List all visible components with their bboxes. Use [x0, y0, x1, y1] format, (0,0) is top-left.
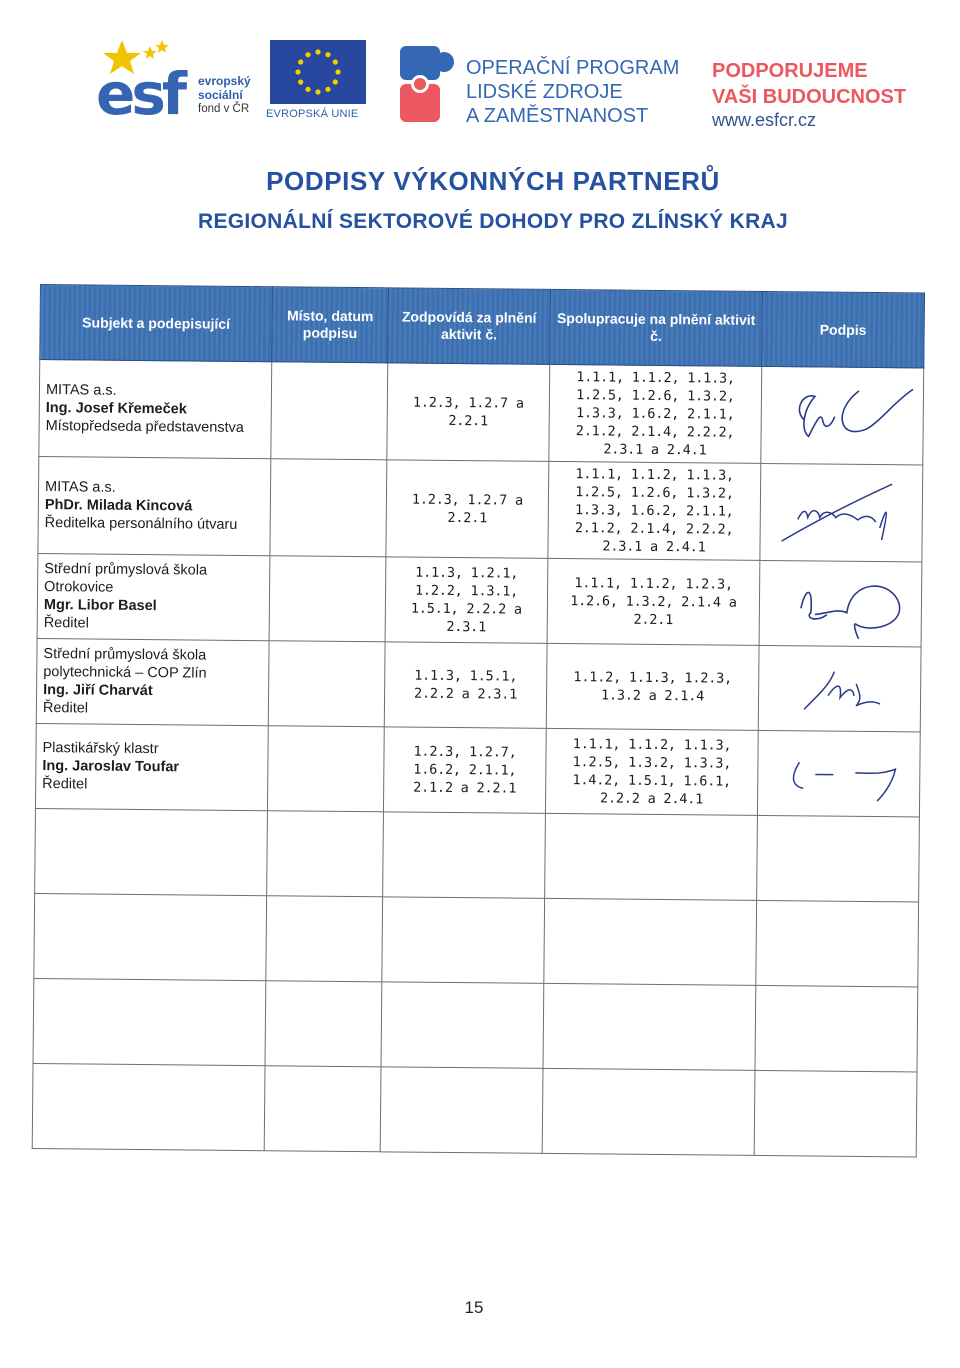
signature-cell	[761, 366, 924, 465]
empty-cell	[34, 893, 267, 980]
responsible-cell: 1.2.3, 1.2.7 a 2.2.1	[386, 460, 549, 559]
op-puzzle-logo	[398, 44, 458, 124]
place-date-cell	[269, 556, 386, 642]
org-name-line-2: Otrokovice	[44, 579, 114, 596]
handwritten-signature	[761, 477, 922, 549]
handwritten-signature	[759, 738, 920, 810]
eu-star-icon	[333, 59, 338, 64]
esf-line-2: sociální	[198, 88, 243, 102]
subject-cell	[37, 553, 270, 640]
empty-cell	[382, 897, 545, 984]
signature-cell	[760, 463, 923, 562]
org-name: Střední průmyslová škola	[43, 646, 207, 664]
slogan-line-2: VAŠI BUDOUCNOST	[712, 86, 907, 108]
table-row-empty	[32, 1063, 917, 1156]
page-title: PODPISY VÝKONNÝCH PARTNERŮ	[266, 166, 720, 196]
signature-cell	[758, 645, 921, 732]
eu-star-icon	[298, 59, 303, 64]
eu-star-icon	[335, 69, 340, 74]
eu-star-icon	[295, 69, 300, 74]
signature-cell	[757, 730, 920, 817]
org-name: MITAS a.s.	[45, 382, 117, 399]
empty-cell	[545, 813, 758, 900]
signer-name: PhDr. Milada Kincová	[44, 497, 193, 515]
op-line-2: LIDSKÉ ZDROJE	[466, 81, 623, 103]
table-row	[37, 553, 922, 646]
empty-cell	[757, 815, 920, 902]
slogan	[712, 58, 906, 110]
empty-cell	[383, 812, 546, 899]
place-date-cell	[268, 641, 385, 727]
place-date-cell	[270, 459, 387, 557]
eu-label: EVROPSKÁ UNIE	[266, 108, 359, 120]
signer-name: Ing. Jiří Charvát	[43, 682, 153, 700]
cooperates-cell: 1.1.2, 1.1.3, 1.2.3, 1.3.2 a 2.1.4	[546, 643, 759, 730]
empty-cell	[543, 983, 756, 1070]
place-date-cell	[271, 362, 388, 460]
signer-role: Ředitel	[42, 776, 88, 793]
esf-line-1: evropský	[198, 74, 251, 88]
table-header-row	[40, 285, 925, 368]
empty-cell	[267, 811, 384, 897]
op-line-1: OPERAČNÍ PROGRAM	[466, 57, 680, 79]
signer-role: Ředitel	[42, 700, 89, 717]
org-name-line-2: polytechnická – COP Zlín	[43, 664, 207, 682]
org-name: Plastikářský klastr	[42, 740, 159, 758]
empty-cell	[32, 1063, 265, 1150]
handwritten-signature	[759, 653, 920, 725]
signature-table	[40, 284, 924, 1149]
empty-cell	[754, 1070, 917, 1157]
handwritten-signature	[760, 568, 921, 640]
website-url: www.esfcr.cz	[712, 110, 817, 130]
slogan-line-1: PODPORUJEME	[712, 60, 868, 82]
org-name: MITAS a.s.	[44, 479, 116, 496]
empty-cell	[544, 898, 757, 985]
table-row	[38, 456, 923, 561]
cooperates-cell: 1.1.1, 1.1.2, 1.1.3, 1.2.5, 1.2.6, 1.3.2, 1.3.3, 1.6.2, 2.1.1, 2.1.2, 2.1.4, 2.2.2, 2.3.1 a 2.4.1	[549, 364, 762, 463]
subject-cell	[38, 456, 271, 555]
table-row	[39, 360, 924, 465]
org-name: Střední průmyslová škola	[44, 561, 208, 579]
eu-star-icon	[305, 52, 310, 57]
page-subtitle: REGIONÁLNÍ SEKTOROVÉ DOHODY PRO ZLÍNSKÝ KRAJ	[198, 210, 788, 233]
subject-cell	[39, 360, 272, 459]
eu-star-icon	[333, 79, 338, 84]
signer-role: Ředitel	[43, 615, 89, 632]
op-program-name	[466, 56, 679, 128]
empty-cell	[35, 808, 268, 895]
eu-star-icon	[315, 89, 320, 94]
empty-cell	[381, 982, 544, 1069]
signer-role: Místopředseda představenstva	[45, 418, 244, 436]
responsible-cell: 1.2.3, 1.2.7 a 2.2.1	[387, 363, 550, 462]
page-number: 15	[464, 1298, 484, 1317]
empty-cell	[265, 981, 382, 1067]
header-signature: Podpis	[762, 291, 925, 368]
eu-star-icon	[325, 87, 330, 92]
signer-role: Ředitelka personálního útvaru	[44, 515, 238, 533]
esf-label	[198, 74, 251, 116]
subject-cell	[35, 723, 268, 810]
responsible-cell: 1.1.3, 1.2.1, 1.2.2, 1.3.1, 1.5.1, 2.2.2 a 2.3.1	[385, 557, 548, 644]
table-row	[36, 638, 921, 731]
header-place-date: Místo, datum podpisu	[272, 287, 389, 363]
empty-cell	[756, 900, 919, 987]
eu-star-icon	[298, 79, 303, 84]
signer-name: Ing. Josef Křemeček	[45, 400, 187, 418]
responsible-cell: 1.2.3, 1.2.7, 1.6.2, 2.1.1, 2.1.2 a 2.2.1	[383, 727, 546, 814]
eu-star-icon	[305, 87, 310, 92]
svg-text:esf: esf	[96, 60, 184, 118]
eu-star-icon	[315, 49, 320, 54]
responsible-cell: 1.1.3, 1.5.1, 2.2.2 a 2.3.1	[384, 642, 547, 729]
empty-cell	[33, 978, 266, 1065]
header-subject: Subjekt a podepisující	[40, 285, 273, 362]
esf-logo	[96, 36, 190, 118]
empty-cell	[380, 1067, 543, 1154]
table-row-empty	[34, 893, 919, 986]
signature-cell	[759, 560, 922, 647]
signer-name: Mgr. Libor Basel	[43, 597, 157, 615]
eu-flag-icon	[270, 40, 366, 104]
signer-name: Ing. Jaroslav Toufar	[42, 758, 180, 776]
empty-cell	[266, 896, 383, 982]
empty-cell	[542, 1068, 755, 1155]
table-row	[35, 723, 920, 816]
subject-cell	[36, 638, 269, 725]
table-row-empty	[33, 978, 918, 1071]
empty-cell	[755, 985, 918, 1072]
eu-star-icon	[325, 52, 330, 57]
op-line-3: A ZAMĚSTNANOST	[466, 105, 649, 127]
header-responsible: Zodpovídá za plnění aktivit č.	[388, 288, 551, 365]
cooperates-cell: 1.1.1, 1.1.2, 1.1.3, 1.2.5, 1.2.6, 1.3.2, 1.3.3, 1.6.2, 2.1.1, 2.1.2, 2.1.4, 2.2.2, 2.3.1 a 2.4.1	[548, 461, 761, 560]
handwritten-signature	[762, 380, 923, 452]
cooperates-cell: 1.1.1, 1.1.2, 1.2.3, 1.2.6, 1.3.2, 2.1.4 a 2.2.1	[547, 558, 760, 645]
table-row-empty	[35, 808, 920, 901]
header-cooperates: Spolupracuje na plnění aktivit č.	[550, 289, 763, 366]
cooperates-cell: 1.1.1, 1.1.2, 1.1.3, 1.2.5, 1.3.2, 1.3.3, 1.4.2, 1.5.1, 1.6.1, 2.2.2 a 2.4.1	[545, 728, 758, 815]
place-date-cell	[267, 726, 384, 812]
empty-cell	[264, 1066, 381, 1152]
esf-line-3: fond v ČR	[198, 103, 250, 115]
